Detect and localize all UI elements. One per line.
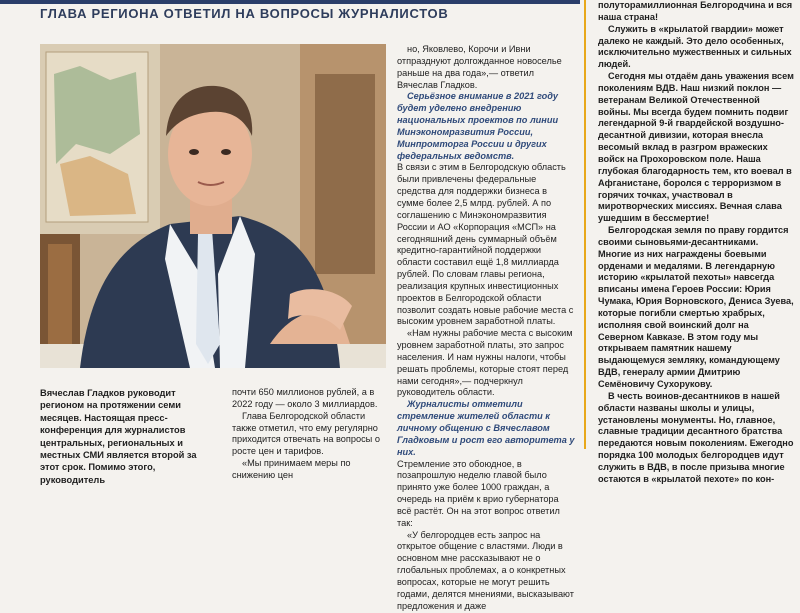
subheading-paragraph: Серьёзное внимание в 2021 году будет уделено внедрению национальных проектов по линии Минэкономразвития России, Минпромторга России и других федеральных ведомств. bbox=[397, 91, 559, 161]
top-color-strip bbox=[0, 0, 580, 4]
photo-caption: Вячеслав Гладков руководит регионом на протяжении семи месяцев. Настоящая пресс-конференция для журналистов центральных, региональных и местных СМИ является второй за этот срок. Помимо этого, руководитель bbox=[40, 388, 197, 485]
paragraph: Служить в «крылатой гвардии» может далеко не каждый. Это дело особенных, исключительно мужественных и сильных людей. bbox=[598, 23, 792, 70]
paragraph: Глава Белгородской области также отметил, что ему регулярно приходится отвечать на вопросы о росте цен и тарифов. bbox=[232, 410, 380, 457]
paragraph: Стремление это обоюдное, в позапрошлую неделю главой было принято уже более 1000 граждан, а очередь на приём к врио губернатора всё растёт. Он на этот вопрос ответил так: bbox=[397, 458, 560, 528]
quote-paragraph: «У белгородцев есть запрос на открытое общение с властями. Люди в основном мне рассказывают не о глобальных проблемах, а о конкретных вопросах, которые не могут решить годами, делятся мнениями, высказывают предложения и даже bbox=[397, 529, 574, 611]
paragraph: «Мы принимаем меры по снижению цен bbox=[232, 458, 351, 480]
paragraph: В связи с этим в Белгородскую область были привлечены федеральные средства для поддержки бизнеса в сумме более 2,5 млрд. рублей. А по соглашению с Минэкономразвития России и АО «Корпорация «МСП» на сегодняшний день суммарный объём кредитно-гарантийной поддержки области составил ещё 1,8 миллиарда рублей. По словам главы региона, реализация крупных инвестиционных проектов в Белгородской области позволит создать новые рабочие места с высоким уровнем заработной платы. bbox=[397, 162, 574, 327]
quote-paragraph: «Нам нужны рабочие места с высоким уровнем заработной платы, это запрос населения. И нам нужны налоги, чтобы решать проблемы, которые стоят перед нами сегодня»,— подчеркнул руководитель области. bbox=[397, 328, 573, 398]
paragraph: В честь воинов-десантников в нашей области названы школы и улицы, установлены монументы. Но, главное, славные традиции десантного братства передаются новым поколениям. Ежегодно порядка 100 молодых белгородцев идут служить в ВДВ, в после призыва многие остаются в «крылатой пехоте» по кон- bbox=[598, 390, 794, 484]
paragraph: Белгородская земля по праву гордится своими сыновьями-десантниками. Многие из них награждены боевыми орденами и медалями. В легендарную историю «крылатой пехоты» навсегда вписаны имена Героев России: Юрия Чумака, Юрия Ворновского, Дениса Зуева, которые погибли смертью храбрых, исполняя свой воинский долг на Северном Кавказе. В этом году мы открываем памятник нашему выдающемуся земляку, командующему ВДВ, генералу армии Дмитрию Семёновичу Сухорукову. bbox=[598, 225, 794, 389]
article-headline: ГЛАВА РЕГИОНА ОТВЕТИЛ НА ВОПРОСЫ ЖУРНАЛИСТОВ bbox=[40, 6, 449, 21]
paragraph: Сегодня мы отдаём дань уважения всем поколениям ВДВ. Наш низкий поклон — ветеранам Великой Отечественной войны. Мы всегда будем помнить подвиг легендарной 9-й гвардейской воздушно-десантной дивизии, которая внесла весомый вклад в разгром вражеских войск на Прохоровском поле. Наша глубокая благодарность тем, кто воевал в Афганистане, боролся с терроризмом в горячих точках, участвовал в миротворческих миссиях. Вечная слава ушедшим в бессмертие! bbox=[598, 71, 794, 224]
column-divider bbox=[584, 0, 586, 449]
article-photo bbox=[40, 44, 386, 368]
paragraph: почти 650 миллионов рублей, а в 2022 году — около 3 миллиардов. bbox=[232, 387, 378, 409]
paragraph: полуторамиллионная Белгородчина и вся наша страна! bbox=[598, 0, 793, 22]
paragraph: но, Яковлево, Корочи и Ивни отпразднуют долгожданное новоселье раньше на два года»,— ответил Вячеслав Гладков. bbox=[397, 44, 562, 90]
greeting-column bbox=[598, 0, 794, 486]
article-lower-left-column bbox=[232, 387, 390, 482]
subheading-paragraph: Журналисты отметили стремление жителей области к личному общению с Вячеславом Гладковым и рост его авторитета у них. bbox=[397, 399, 575, 457]
article-middle-column bbox=[397, 44, 575, 613]
governor-photo-illustration bbox=[40, 44, 386, 368]
